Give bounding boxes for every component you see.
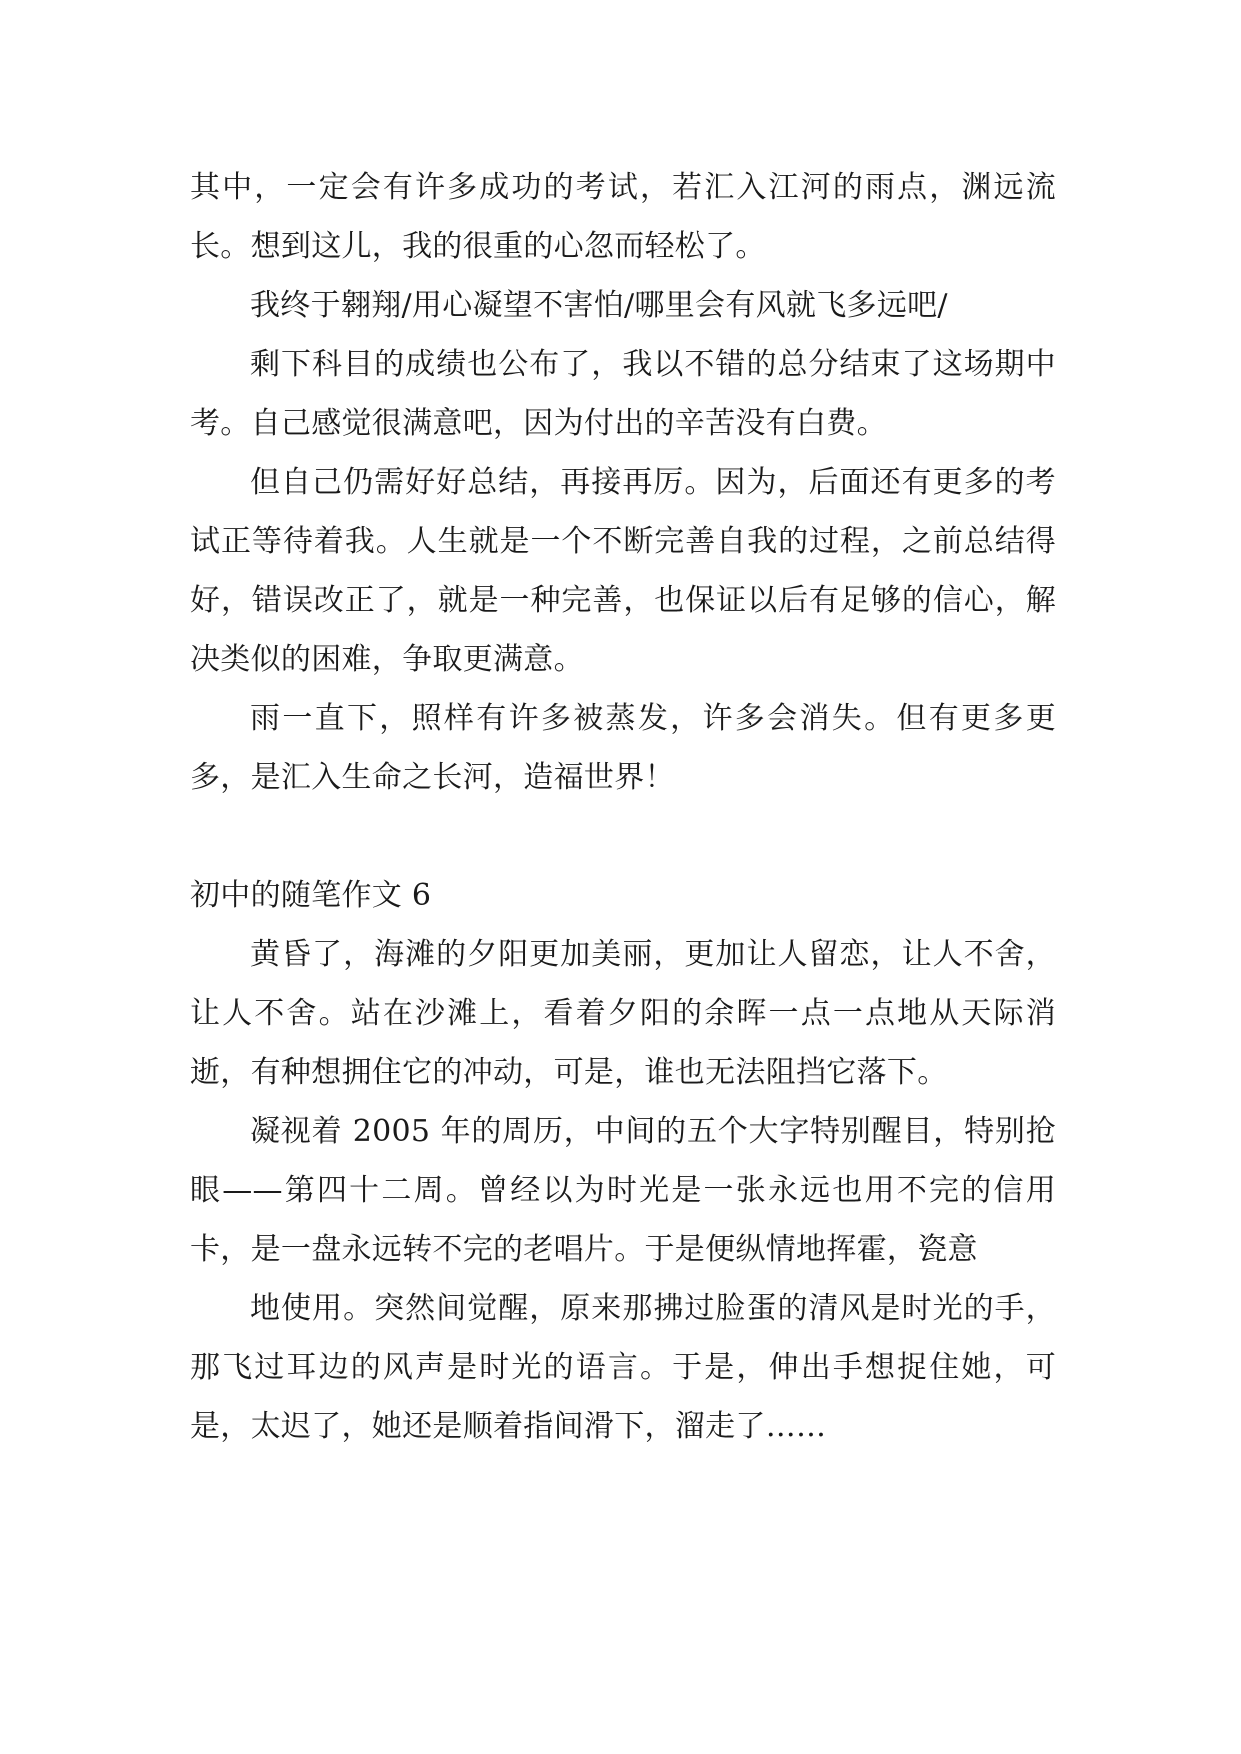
paragraph: 雨一直下，照样有许多被蒸发，许多会消失。但有更多更多，是汇入生命之长河，造福世界！ bbox=[190, 701, 1056, 795]
paragraph: 其中，一定会有许多成功的考试，若汇入江河的雨点，渊远流长。想到这儿，我的很重的心忽而轻松了。 bbox=[190, 170, 1056, 264]
paragraph: 凝视着 2005 年的周历，中间的五个大字特别醒目，特别抢眼——第四十二周。曾经以为时光是一张永远也用不完的信用卡，是一盘永远转不完的老唱片。于是便纵情地挥霍，瓷意 bbox=[190, 1114, 1056, 1267]
section-spacer bbox=[190, 807, 1056, 866]
paragraph: 但自己仍需好好总结，再接再厉。因为，后面还有更多的考试正等待着我。人生就是一个不断完善自我的过程，之前总结得好，错误改正了，就是一种完善，也保证以后有足够的信心，解决类似的困难，争取更满意。 bbox=[190, 465, 1056, 677]
section-title: 初中的随笔作文 6 bbox=[190, 878, 432, 913]
paragraph: 黄昏了，海滩的夕阳更加美丽，更加让人留恋，让人不舍，让人不舍。站在沙滩上，看着夕阳的余晖一点一点地从天际消逝，有种想拥住它的冲动，可是，谁也无法阻挡它落下。 bbox=[190, 937, 1056, 1090]
paragraph: 地使用。突然间觉醒，原来那拂过脸蛋的清风是时光的手，那飞过耳边的风声是时光的语言。于是，伸出手想捉住她，可是，太迟了，她还是顺着指间滑下，溜走了…… bbox=[190, 1291, 1056, 1444]
paragraph-lyric: 我终于翱翔/用心凝望不害怕/哪里会有风就飞多远吧/ bbox=[250, 288, 948, 323]
document-body bbox=[190, 158, 1056, 1456]
paragraph: 剩下科目的成绩也公布了，我以不错的总分结束了这场期中考。自己感觉很满意吧，因为付出的辛苦没有白费。 bbox=[190, 347, 1056, 441]
